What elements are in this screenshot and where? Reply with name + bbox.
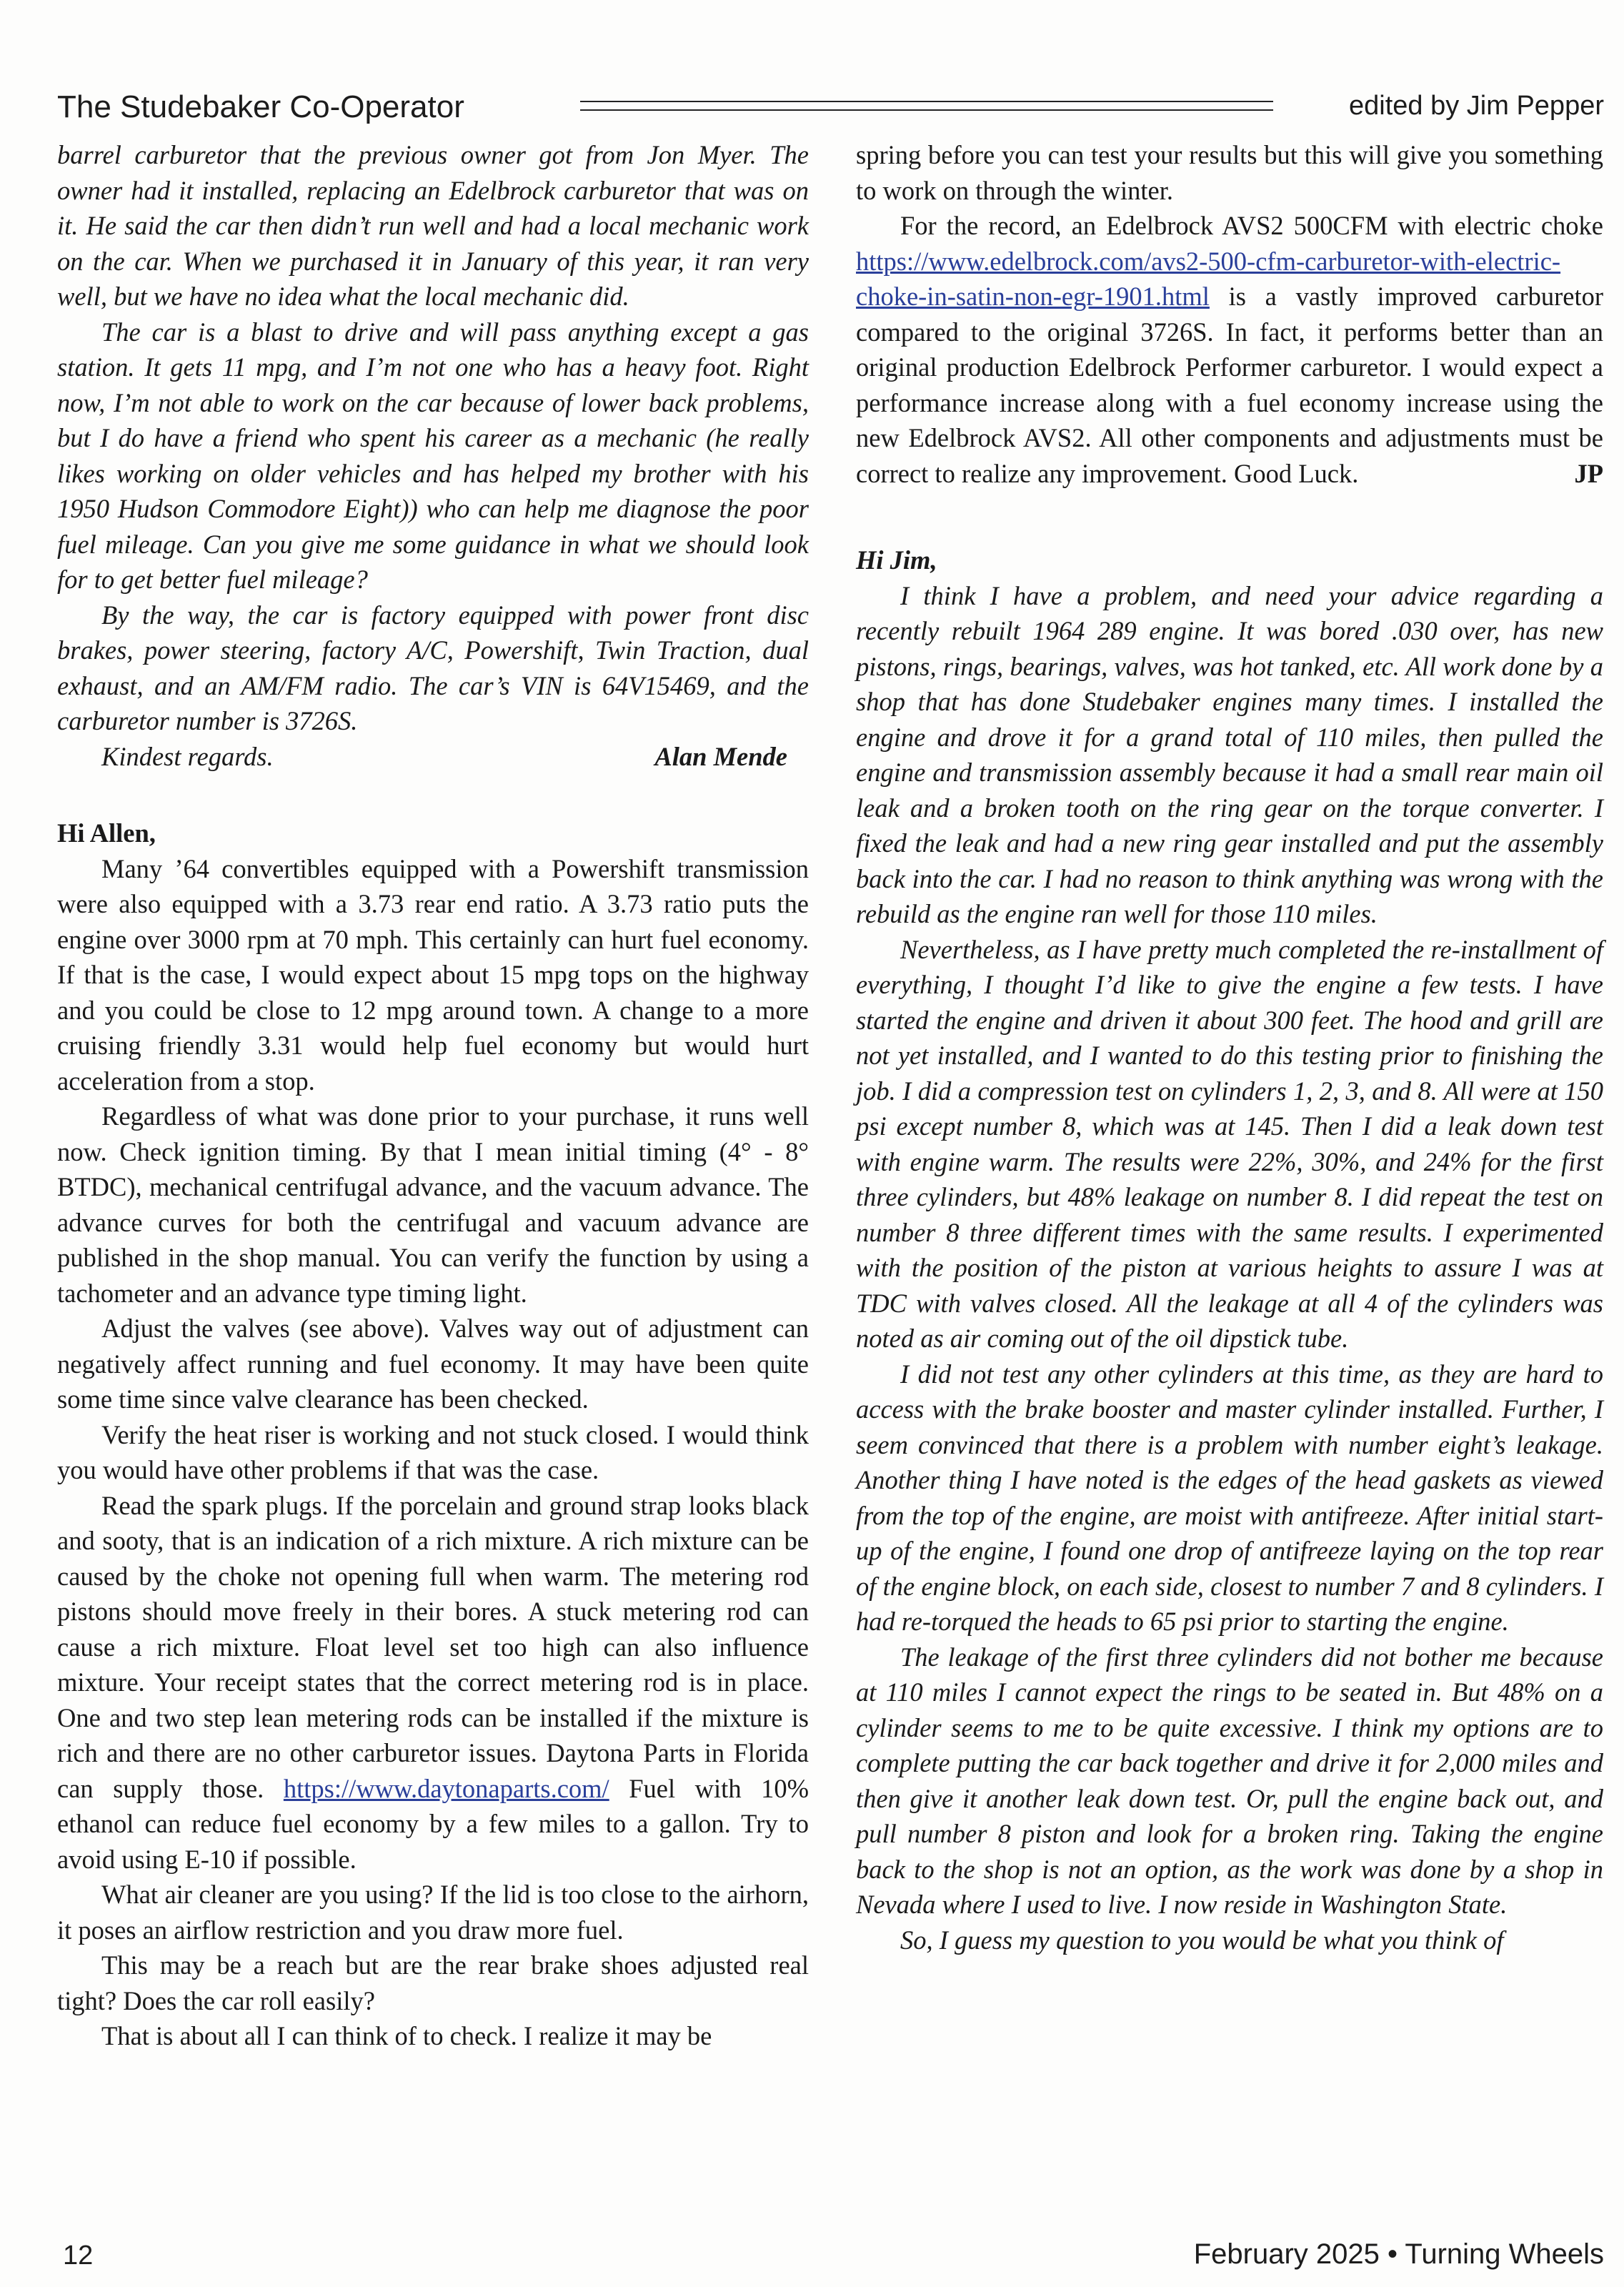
letter2-paragraph: I think I have a problem, and need your advice regarding a recently rebuilt 1964 289 engine. It was bored .030 over, has new pistons, rings, bearings, valves, was hot tanked, etc. All work done by a shop that has done Studebaker engines many times. I installed the engine and drove it for a grand total of 110 miles, then pulled the engine and transmission assembly because it had a small rear main oil leak and a broken tooth on the ring gear on the torque converter. I fixed the leak and had a new ring gear installed and put the assembly back into the car. I had no reason to think anything was wrong with the rebuild as the engine ran well for those 110 miles. bbox=[856, 580, 1603, 928]
letter2-paragraph: Nevertheless, as I have pretty much completed the re-installment of everything, I thought I’d like to give the engine a few tests. I have started the engine and driven it about 300 feet. The hood and grill are not yet installed, and I wanted to do this testing prior to finishing the job. I did a compression test on cylinders 1, 2, 3, and 8. All were at 150 psi except number 8, which was at 145. Then I did a leak down test with engine warm. The results were 22%, 30%, and 24% for the first three cylinders, but 48% leakage on number 8. I did repeat the test on number 8 three different times with the same results. I experimented with the position of the piston at various heights to assure I was at TDC with valves closed. All the leakage at all 4 of the cylinders was noted as air coming out of the oil dipstick tube. bbox=[856, 934, 1603, 1353]
letter-paragraph: The car is a blast to drive and will pass anything except a gas station. It gets 11 mpg, and I’m not one who has a heavy foot. Right now, I’m not able to work on the car because of lower back problems, but I do have a friend who spent his career as a mechanic (he really likes working on older vehicles and has helped my brother with his 1950 Hudson Commodore Eight)) who can help me diagnose the poor fuel mileage. Can you give me some guidance in what we should look for to get better fuel mileage? bbox=[57, 317, 809, 594]
reply-paragraph: That is about all I can think of to check. I realize it may be bbox=[101, 2021, 712, 2050]
reply-paragraph: Regardless of what was done prior to your purchase, it runs well now. Check ignition timing. By that I mean initial timing (4° - 8° BTDC), mechanical centrifugal advance, and the vacuum advance. The advance curves for both the centrifugal and vacuum advance are published in the shop manual. You can verify the function by using a tachometer and an advance type timing light. bbox=[57, 1101, 809, 1308]
spacer bbox=[57, 774, 809, 815]
reply-paragraph: Many ’64 convertibles equipped with a Powershift transmission were also equipped with a 3.73 rear end ratio. A 3.73 ratio puts the engine over 3000 rpm at 70 mph. This certainly can hurt fuel economy. If that is the case, I would expect about 15 mpg tops on the highway and you could be close to 12 mpg around town. A change to a more cruising friendly 3.31 would help fuel economy but would hurt acceleration from a stop. bbox=[57, 853, 809, 1096]
reply-paragraph: Verify the heat riser is working and not stuck closed. I would think you would have other problems if that was the case. bbox=[57, 1419, 809, 1484]
spark-text-after: Fuel with 10% ethanol can reduce fuel economy by a few miles to a gallon. Try to avoid using E-10 if possible. bbox=[57, 1773, 809, 1874]
reply-paragraph-spark-plugs bbox=[57, 1488, 809, 1877]
closing: Kindest regards. bbox=[101, 741, 274, 771]
reply-continued: spring before you can test your results but this will give you something to work on through the winter. bbox=[856, 140, 1603, 205]
edelbrock-link[interactable]: https://www.edelbrock.com/avs2-500-cfm-carburetor-with-electric-choke-in-satin-non-egr-1901.html bbox=[856, 246, 1561, 311]
reply-paragraph-record bbox=[856, 208, 1603, 491]
header-rule bbox=[580, 101, 1273, 111]
issue-footer: February 2025 • Turning Wheels bbox=[1193, 2238, 1604, 2270]
left-column bbox=[57, 137, 809, 2054]
letter2-paragraph: So, I guess my question to you would be what you think of bbox=[900, 1925, 1504, 1955]
record-text: For the record, an Edelbrock AVS2 500CFM with electric choke bbox=[900, 211, 1603, 240]
right-column bbox=[856, 137, 1603, 1958]
spacer bbox=[856, 491, 1603, 542]
record-text-after: is a vastly improved carburetor compared to the original 3726S. In fact, it performs better than an original production Edelbrock Performer carburetor. I would expect a performance increase along with a fuel economy increase using the new Edelbrock AVS2. All other components and adjustments must be correct to realize any improvement. Good Luck. bbox=[856, 282, 1603, 488]
editor-credit: edited by Jim Pepper bbox=[1349, 91, 1604, 121]
daytona-parts-link[interactable]: https://www.daytonaparts.com/ bbox=[283, 1773, 609, 1803]
letter2-paragraph: I did not test any other cylinders at this time, as they are hard to access with the brake booster and master cylinder installed. Further, I seem convinced that there is a problem with number eight’s leakage. Another thing I have noted is the edges of the head gaskets as viewed from the top of the engine, are moist with antifreeze. After initial start-up of the engine, I found one drop of antifreeze laying on the top rear of the engine block, on each side, closest to number 7 and 8 cylinders. I had re-torqued the heads to 65 psi prior to starting the engine. bbox=[856, 1359, 1603, 1636]
letter-signoff bbox=[57, 739, 809, 775]
letter-paragraph: barrel carburetor that the previous owner got from Jon Myer. The owner had it installed, replacing an Edelbrock carburetor that was on it. He said the car then didn’t run well and had a local mechanic work on the car. When we purchased it in January of this year, it ran very well, but we have no idea what the local mechanic did. bbox=[57, 140, 809, 311]
reply-paragraph: This may be a reach but are the rear brake shoes adjusted real tight? Does the car roll easily? bbox=[57, 1950, 809, 2015]
signature: Alan Mende bbox=[654, 741, 787, 771]
reply-initials: JP bbox=[1574, 458, 1603, 488]
reply-paragraph: What air cleaner are you using? If the lid is too close to the airhorn, it poses an airflow restriction and you draw more fuel. bbox=[57, 1880, 809, 1945]
letter2-greeting: Hi Jim, bbox=[856, 545, 937, 575]
letter2-paragraph: The leakage of the first three cylinders did not bother me because at 110 miles I cannot expect the rings to be seated in. But 48% on a cylinder seems to me to be quite excessive. I think my options are to complete putting the car back together and drive it for 2,000 miles and then give it another leak down test. Or, pull the engine back out, and pull number 8 piston and look for a broken ring. Taking the engine back to the shop is not an option, as the work was done by a shop in Nevada where I used to live. I now reside in Washington State. bbox=[856, 1642, 1603, 1919]
letter-paragraph: By the way, the car is factory equipped with power front disc brakes, power steering, factory A/C, Powershift, Twin Traction, dual exhaust, and an AM/FM radio. The car’s VIN is 64V15469, and the carburetor number is 3726S. bbox=[57, 600, 809, 735]
publication-title: The Studebaker Co-Operator bbox=[57, 89, 464, 124]
page-number: 12 bbox=[63, 2241, 94, 2271]
reply-paragraph: Adjust the valves (see above). Valves way out of adjustment can negatively affect running and fuel economy. It may have been quite some time since valve clearance has been checked. bbox=[57, 1314, 809, 1414]
spark-text: Read the spark plugs. If the porcelain and ground strap looks black and sooty, that is an indication of a rich mixture. A rich mixture can be caused by the choke not opening full when warm. The metering rod pistons should move freely in their bores. A stuck metering rod can cause a rich mixture. Float level set too high can also influence mixture. Your receipt states that the correct metering rod is in place. One and two step lean metering rods can be installed if the mixture is rich and there are no other carburetor issues. Daytona Parts in Florida can supply those. bbox=[57, 1490, 809, 1803]
reply-greeting: Hi Allen, bbox=[57, 818, 156, 848]
